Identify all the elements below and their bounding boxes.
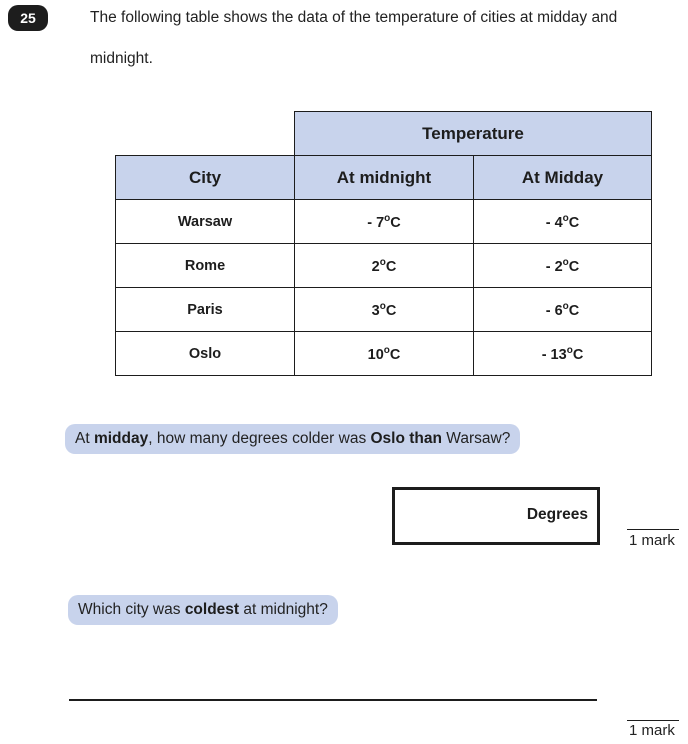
city-cell: Paris	[116, 288, 295, 332]
part-b-prompt: Which city was coldest at midnight?	[68, 595, 338, 625]
table-group-header-row	[116, 112, 652, 156]
midnight-cell: 3$^o$C	[295, 288, 474, 332]
table-header-row	[116, 156, 652, 200]
table-row	[116, 200, 652, 244]
city-cell: Oslo	[116, 332, 295, 376]
temperature-group-header: Temperature	[295, 112, 652, 156]
temperature-table	[115, 111, 652, 376]
midday-cell: - 13$^o$C	[474, 332, 652, 376]
question-intro-line-1: The following table shows the data of the temperature of cities at midday and	[90, 9, 618, 26]
answer-unit-label: Degrees	[526, 506, 588, 523]
city-cell: Warsaw	[116, 200, 295, 244]
table-row	[116, 332, 652, 376]
midnight-cell: 2$^o$C	[295, 244, 474, 288]
midday-cell: - 6$^o$C	[474, 288, 652, 332]
header-midday: At Midday	[474, 156, 652, 200]
part-b-answer-line[interactable]	[69, 699, 597, 701]
midnight-cell: 10$^o$C	[295, 332, 474, 376]
city-cell: Rome	[116, 244, 295, 288]
table-row	[116, 288, 652, 332]
midnight-cell: - 7$^o$C	[295, 200, 474, 244]
question-number-badge: 25	[8, 5, 48, 31]
midday-cell: - 2$^o$C	[474, 244, 652, 288]
part-b-marks: 1 mark	[629, 722, 675, 739]
part-a-mark-line	[627, 529, 679, 530]
question-intro-line-2: midnight.	[90, 50, 153, 67]
header-midnight: At midnight	[295, 156, 474, 200]
part-a-prompt: At midday, how many degrees colder was Oslo than Warsaw?	[65, 424, 520, 454]
part-a-answer-box[interactable]	[392, 487, 600, 545]
midday-cell: - 4$^o$C	[474, 200, 652, 244]
part-b-mark-line	[627, 720, 679, 721]
header-city: City	[116, 156, 295, 200]
part-a-marks: 1 mark	[629, 532, 675, 549]
table-row	[116, 244, 652, 288]
empty-corner-cell	[116, 112, 295, 156]
